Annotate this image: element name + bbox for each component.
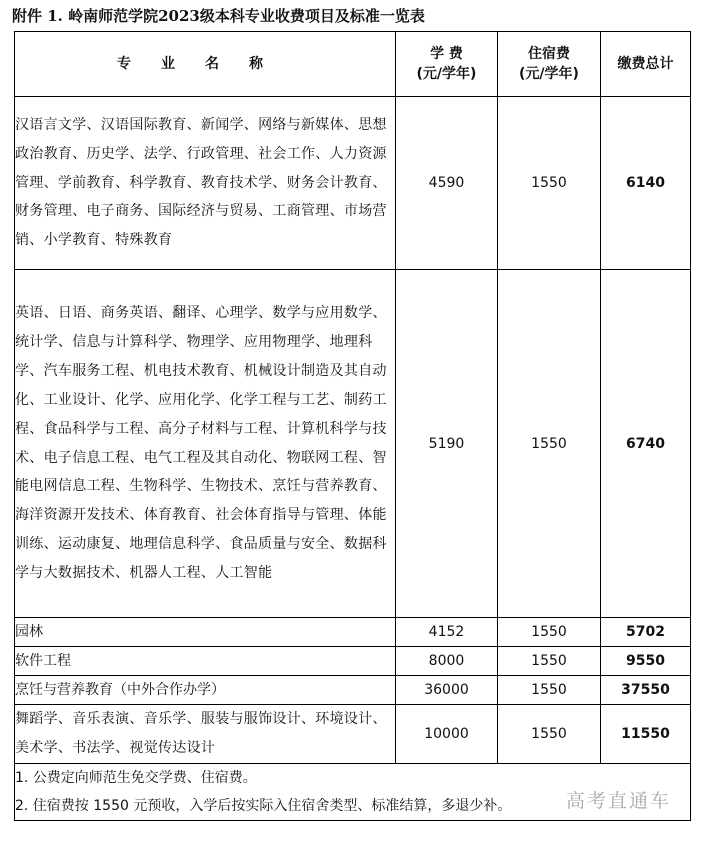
- row-dorm: 1550: [498, 618, 601, 647]
- row-tuition: 4590: [396, 97, 498, 270]
- row-majors: 舞蹈学、音乐表演、音乐学、服装与服饰设计、环境设计、美术学、书法学、视觉传达设计: [15, 705, 396, 764]
- row-total: 9550: [601, 647, 691, 676]
- row-dorm: 1550: [498, 270, 601, 618]
- header-dorm-line2: (元/学年): [519, 66, 579, 82]
- row-tuition: 8000: [396, 647, 498, 676]
- header-tuition-line2: (元/学年): [416, 66, 477, 82]
- row-total: 6140: [601, 97, 691, 270]
- row-majors: 园林: [15, 618, 396, 647]
- note-item: 2. 住宿费按 1550 元预收，入学后按实际入住宿舍类型、标准结算，多退少补。: [15, 797, 512, 814]
- header-tuition-line1: 学 费: [430, 46, 463, 62]
- watermark: 高考直通车: [565, 790, 671, 812]
- header-total: 缴费总计: [601, 32, 691, 97]
- document-title: 附件 1. 岭南师范学院2023级本科专业收费项目及标准一览表: [12, 7, 425, 25]
- row-tuition: 4152: [396, 618, 498, 647]
- table-row: [15, 676, 691, 705]
- row-total: 37550: [601, 676, 691, 705]
- row-tuition: 36000: [396, 676, 498, 705]
- table-row: [15, 618, 691, 647]
- row-majors: 汉语言文学、汉语国际教育、新闻学、网络与新媒体、思想政治教育、历史学、法学、行政管理、社会工作、人力资源管理、学前教育、科学教育、教育技术学、财务会计教育、财务管理、电子商务、国际经济与贸易、工商管理、市场营销、小学教育、特殊教育: [15, 97, 396, 270]
- row-dorm: 1550: [498, 705, 601, 764]
- header-dorm-line1: 住宿费: [528, 46, 570, 62]
- row-majors: 烹饪与营养教育（中外合作办学）: [15, 676, 396, 705]
- row-dorm: 1550: [498, 676, 601, 705]
- row-majors: 英语、日语、商务英语、翻译、心理学、数学与应用数学、统计学、信息与计算科学、物理学、应用物理学、地理科学、汽车服务工程、机电技术教育、机械设计制造及其自动化、工业设计、化学、应用化学、化学工程与工艺、制药工程、食品科学与工程、高分子材料与工程、计算机科学与技术、电子信息工程、电气工程及其自动化、物联网工程、智能电网信息工程、生物科学、生物技术、烹饪与营养教育、海洋资源开发技术、体育教育、社会体育指导与管理、体能训练、运动康复、地理信息科学、食品质量与安全、数据科学与大数据技术、机器人工程、人工智能: [15, 270, 396, 618]
- row-total: 11550: [601, 705, 691, 764]
- row-tuition: 10000: [396, 705, 498, 764]
- table-row: [15, 705, 691, 764]
- header-tuition: [396, 32, 498, 97]
- row-dorm: 1550: [498, 647, 601, 676]
- header-row: [15, 32, 691, 97]
- header-major-name: 专业名称: [15, 32, 396, 97]
- table-row: [15, 97, 691, 270]
- note-item: 1. 公费定向师范生免交学费、住宿费。: [15, 769, 257, 786]
- table-row: [15, 647, 691, 676]
- header-dorm: [498, 32, 601, 97]
- fee-table: [14, 31, 691, 821]
- row-tuition: 5190: [396, 270, 498, 618]
- row-dorm: 1550: [498, 97, 601, 270]
- table-row: [15, 270, 691, 618]
- row-total: 5702: [601, 618, 691, 647]
- row-total: 6740: [601, 270, 691, 618]
- row-majors: 软件工程: [15, 647, 396, 676]
